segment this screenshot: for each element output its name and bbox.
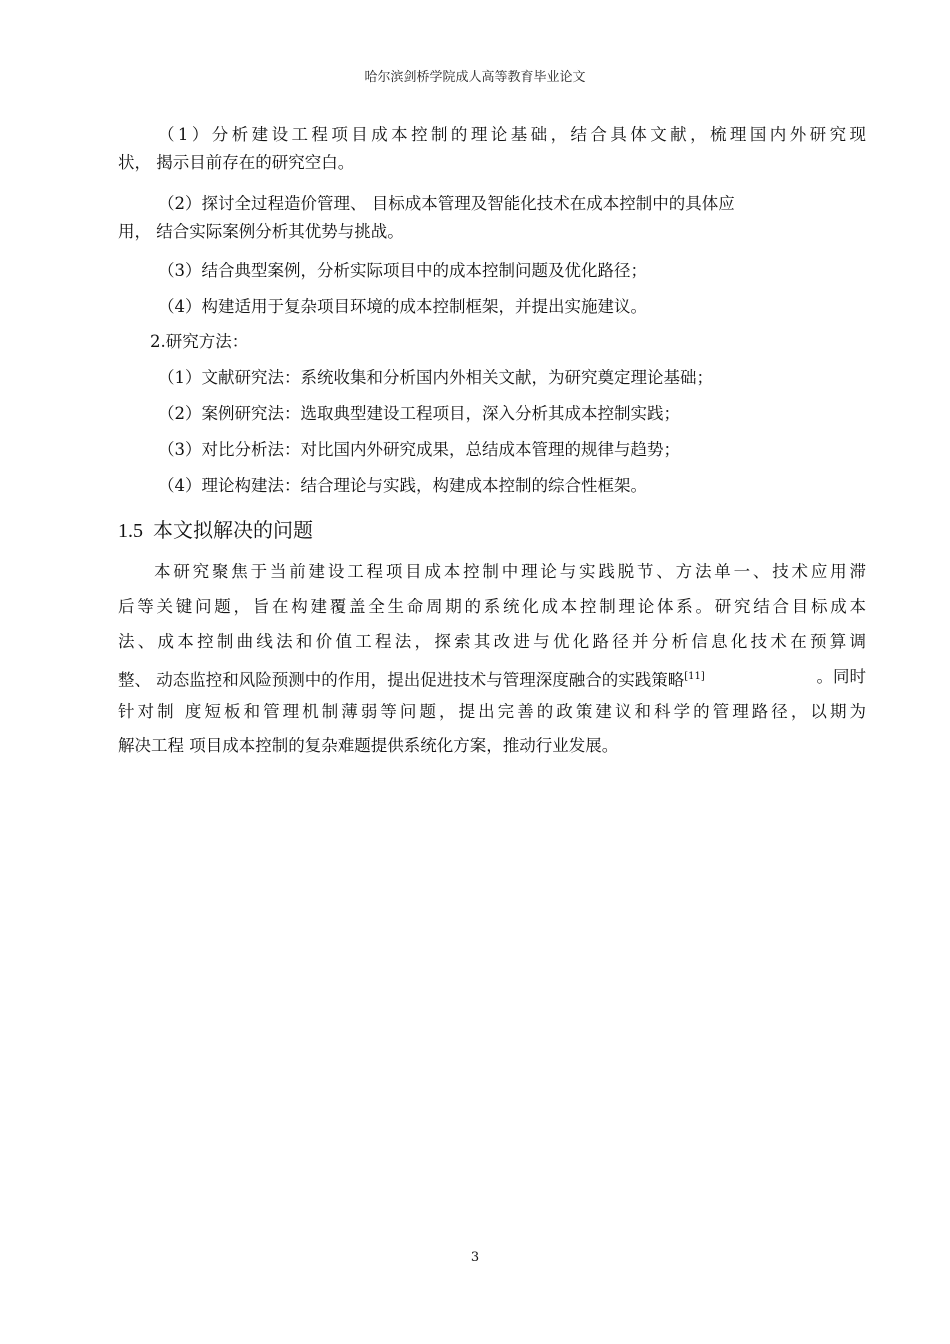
section-number: 1.5	[118, 520, 143, 542]
paragraph-line-1: 本研究聚焦于当前建设工程项目成本控制中理论与实践脱节、方法单一、技术应用滞	[154, 562, 866, 581]
section-heading	[118, 514, 313, 543]
method-3: （3）对比分析法：对比国内外研究成果，总结成本管理的规律与趋势；	[158, 440, 680, 459]
method-4: （4）理论构建法：结合理论与实践，构建成本控制的综合性框架。	[158, 476, 647, 495]
goal-4: （4）构建适用于复杂项目环境的成本控制框架，并提出实施建议。	[158, 297, 647, 316]
running-header: 哈尔滨剑桥学院成人高等教育毕业论文	[364, 70, 586, 85]
paragraph-line-2: 后等关键问题，旨在构建覆盖全生命周期的系统化成本控制理论体系。研究结合目标成本	[118, 597, 866, 616]
goal-1-line-1: （1）分析建设工程项目成本控制的理论基础，结合具体文献，梳理国内外研究现	[158, 125, 866, 144]
goal-2-line-2: 用， 结合实际案例分析其优势与挑战。	[118, 222, 404, 241]
method-1: （1）文献研究法：系统收集和分析国内外相关文献，为研究奠定理论基础；	[158, 368, 713, 387]
methods-title: 2.研究方法：	[150, 332, 249, 351]
paragraph-line-4-text: 整、 动态监控和风险预测中的作用，提出促进技术与管理深度融合的实践策略	[118, 670, 685, 690]
section-title: 本文拟解决的问题	[153, 518, 313, 542]
paragraph-line-6: 解决工程 项目成本控制的复杂难题提供系统化方案，推动行业发展。	[118, 736, 619, 755]
goal-1-line-2: 状， 揭示目前存在的研究空白。	[118, 153, 355, 172]
goal-2-line-1: （2）探讨全过程造价管理、 目标成本管理及智能化技术在成本控制中的具体应	[158, 194, 735, 213]
paragraph-line-4-end: 。同时	[816, 667, 866, 686]
paragraph-line-3: 法、成本控制曲线法和价值工程法，探索其改进与优化路径并分析信息化技术在预算调	[118, 632, 866, 651]
page-number: 3	[470, 1250, 480, 1265]
goal-3: （3）结合典型案例，分析实际项目中的成本控制问题及优化路径；	[158, 261, 647, 280]
citation[interactable]: [11]	[684, 671, 705, 682]
method-2: （2）案例研究法：选取典型建设工程项目，深入分析其成本控制实践；	[158, 404, 680, 423]
paragraph-line-5: 针对制 度短板和管理机制薄弱等问题，提出完善的政策建议和科学的管理路径，以期为	[118, 702, 866, 721]
paragraph-line-4	[118, 666, 866, 692]
